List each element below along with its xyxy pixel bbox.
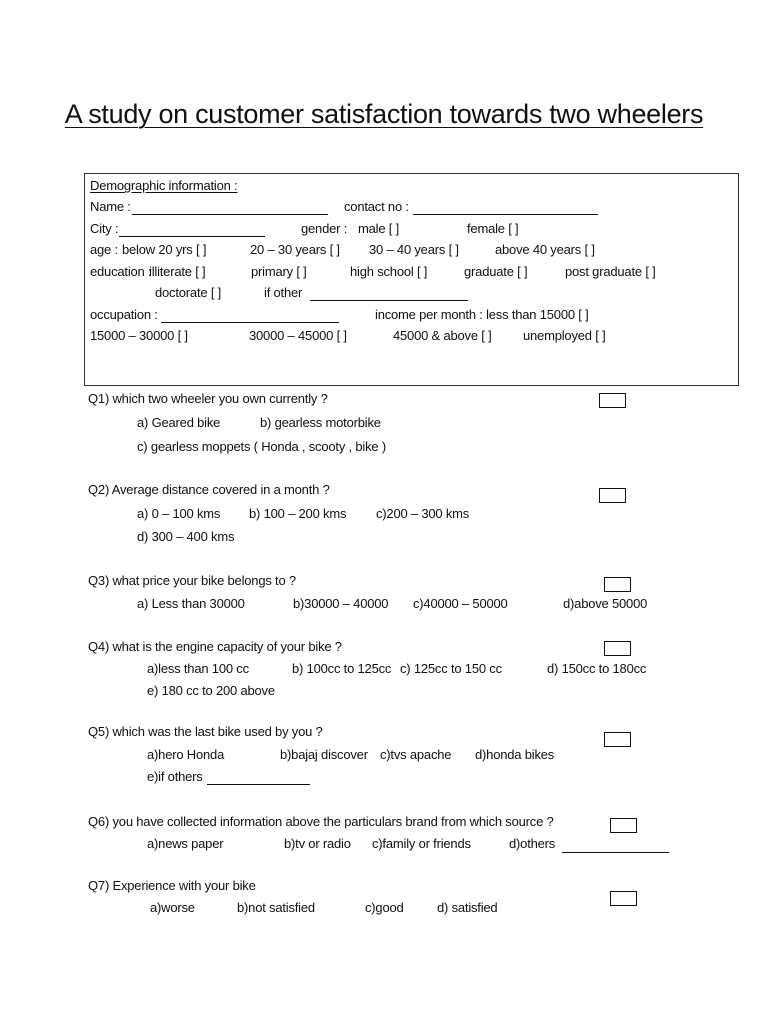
occupation-label: occupation : [90,307,158,322]
occupation-field[interactable] [161,322,339,323]
option[interactable]: b) 100 – 200 kms [249,506,347,521]
option[interactable]: b)bajaj discover [280,747,368,762]
option[interactable]: c) gearless moppets ( Honda , scooty , bike ) [137,439,386,454]
education-option[interactable]: primary [ ] [251,264,307,279]
income-option[interactable]: unemployed [ ] [523,328,606,343]
contact-field[interactable] [413,214,598,215]
answer-box[interactable] [610,891,637,906]
option[interactable]: e)if others [147,769,203,784]
option[interactable]: a)worse [150,900,195,915]
option[interactable]: a) Less than 30000 [137,596,245,611]
option[interactable]: c) 125cc to 150 cc [400,661,502,676]
other-bike-field[interactable] [207,784,310,785]
option[interactable]: b) 100cc to 125cc [292,661,392,676]
option[interactable]: b)not satisfied [237,900,315,915]
name-field[interactable] [132,214,328,215]
gender-label: gender : [301,221,348,236]
option[interactable]: c)40000 – 50000 [413,596,508,611]
education-option[interactable]: illiterate [ ] [149,264,206,279]
education-option[interactable]: doctorate [ ] [155,285,222,300]
demographic-section [84,173,739,386]
option[interactable]: b) gearless motorbike [260,415,381,430]
age-option[interactable]: above 40 years [ ] [495,242,595,257]
option[interactable]: d)others [509,836,556,851]
answer-box[interactable] [599,393,626,408]
education-option[interactable]: high school [ ] [350,264,428,279]
name-label: Name : [90,199,131,214]
question-text: Q5) which was the last bike used by you ? [88,724,323,739]
option[interactable]: d) 300 – 400 kms [137,529,235,544]
question-text: Q4) what is the engine capacity of your bike ? [88,639,342,654]
option[interactable]: a)less than 100 cc [147,661,249,676]
option[interactable]: e) 180 cc to 200 above [147,683,275,698]
question-text: Q6) you have collected information above the particulars brand from which source ? [88,814,554,829]
gender-female-option[interactable]: female [ ] [467,221,519,236]
question-text: Q3) what price your bike belongs to ? [88,573,296,588]
answer-box[interactable] [604,641,631,656]
option[interactable]: c)family or friends [372,836,471,851]
education-option[interactable]: post graduate [ ] [565,264,656,279]
option[interactable]: c)good [365,900,404,915]
education-label: education : [90,264,152,279]
age-option[interactable]: below 20 yrs [ ] [122,242,207,257]
income-option[interactable]: income per month : less than 15000 [ ] [375,307,589,322]
gender-male-option[interactable]: male [ ] [358,221,400,236]
option[interactable]: a) Geared bike [137,415,221,430]
income-option[interactable]: 15000 – 30000 [ ] [90,328,188,343]
option[interactable]: d) 150cc to 180cc [547,661,647,676]
option[interactable]: c)200 – 300 kms [376,506,470,521]
option[interactable]: a) 0 – 100 kms [137,506,221,521]
education-other-field[interactable] [310,300,468,301]
education-option[interactable]: graduate [ ] [464,264,528,279]
question-text: Q1) which two wheeler you own currently ? [88,391,328,406]
education-other-label: if other [264,285,303,300]
question-text: Q7) Experience with your bike [88,878,256,893]
option[interactable]: c)tvs apache [380,747,452,762]
option[interactable]: b)tv or radio [284,836,351,851]
age-option[interactable]: 20 – 30 years [ ] [250,242,340,257]
city-field[interactable] [119,236,265,237]
age-label: age : [90,242,118,257]
option[interactable]: a)hero Honda [147,747,225,762]
age-option[interactable]: 30 – 40 years [ ] [369,242,459,257]
demographic-heading: Demographic information : [90,178,238,193]
answer-box[interactable] [604,577,631,592]
income-option[interactable]: 30000 – 45000 [ ] [249,328,347,343]
other-source-field[interactable] [562,852,669,853]
option[interactable]: a)news paper [147,836,224,851]
answer-box[interactable] [599,488,626,503]
option[interactable]: d)above 50000 [563,596,648,611]
option[interactable]: d) satisfied [437,900,498,915]
answer-box[interactable] [610,818,637,833]
contact-label: contact no : [344,199,409,214]
option[interactable]: b)30000 – 40000 [293,596,389,611]
page-title: A study on customer satisfaction towards two wheelers [64,99,704,129]
question-text: Q2) Average distance covered in a month ? [88,482,330,497]
city-label: City : [90,221,119,236]
option[interactable]: d)honda bikes [475,747,555,762]
income-option[interactable]: 45000 & above [ ] [393,328,492,343]
answer-box[interactable] [604,732,631,747]
